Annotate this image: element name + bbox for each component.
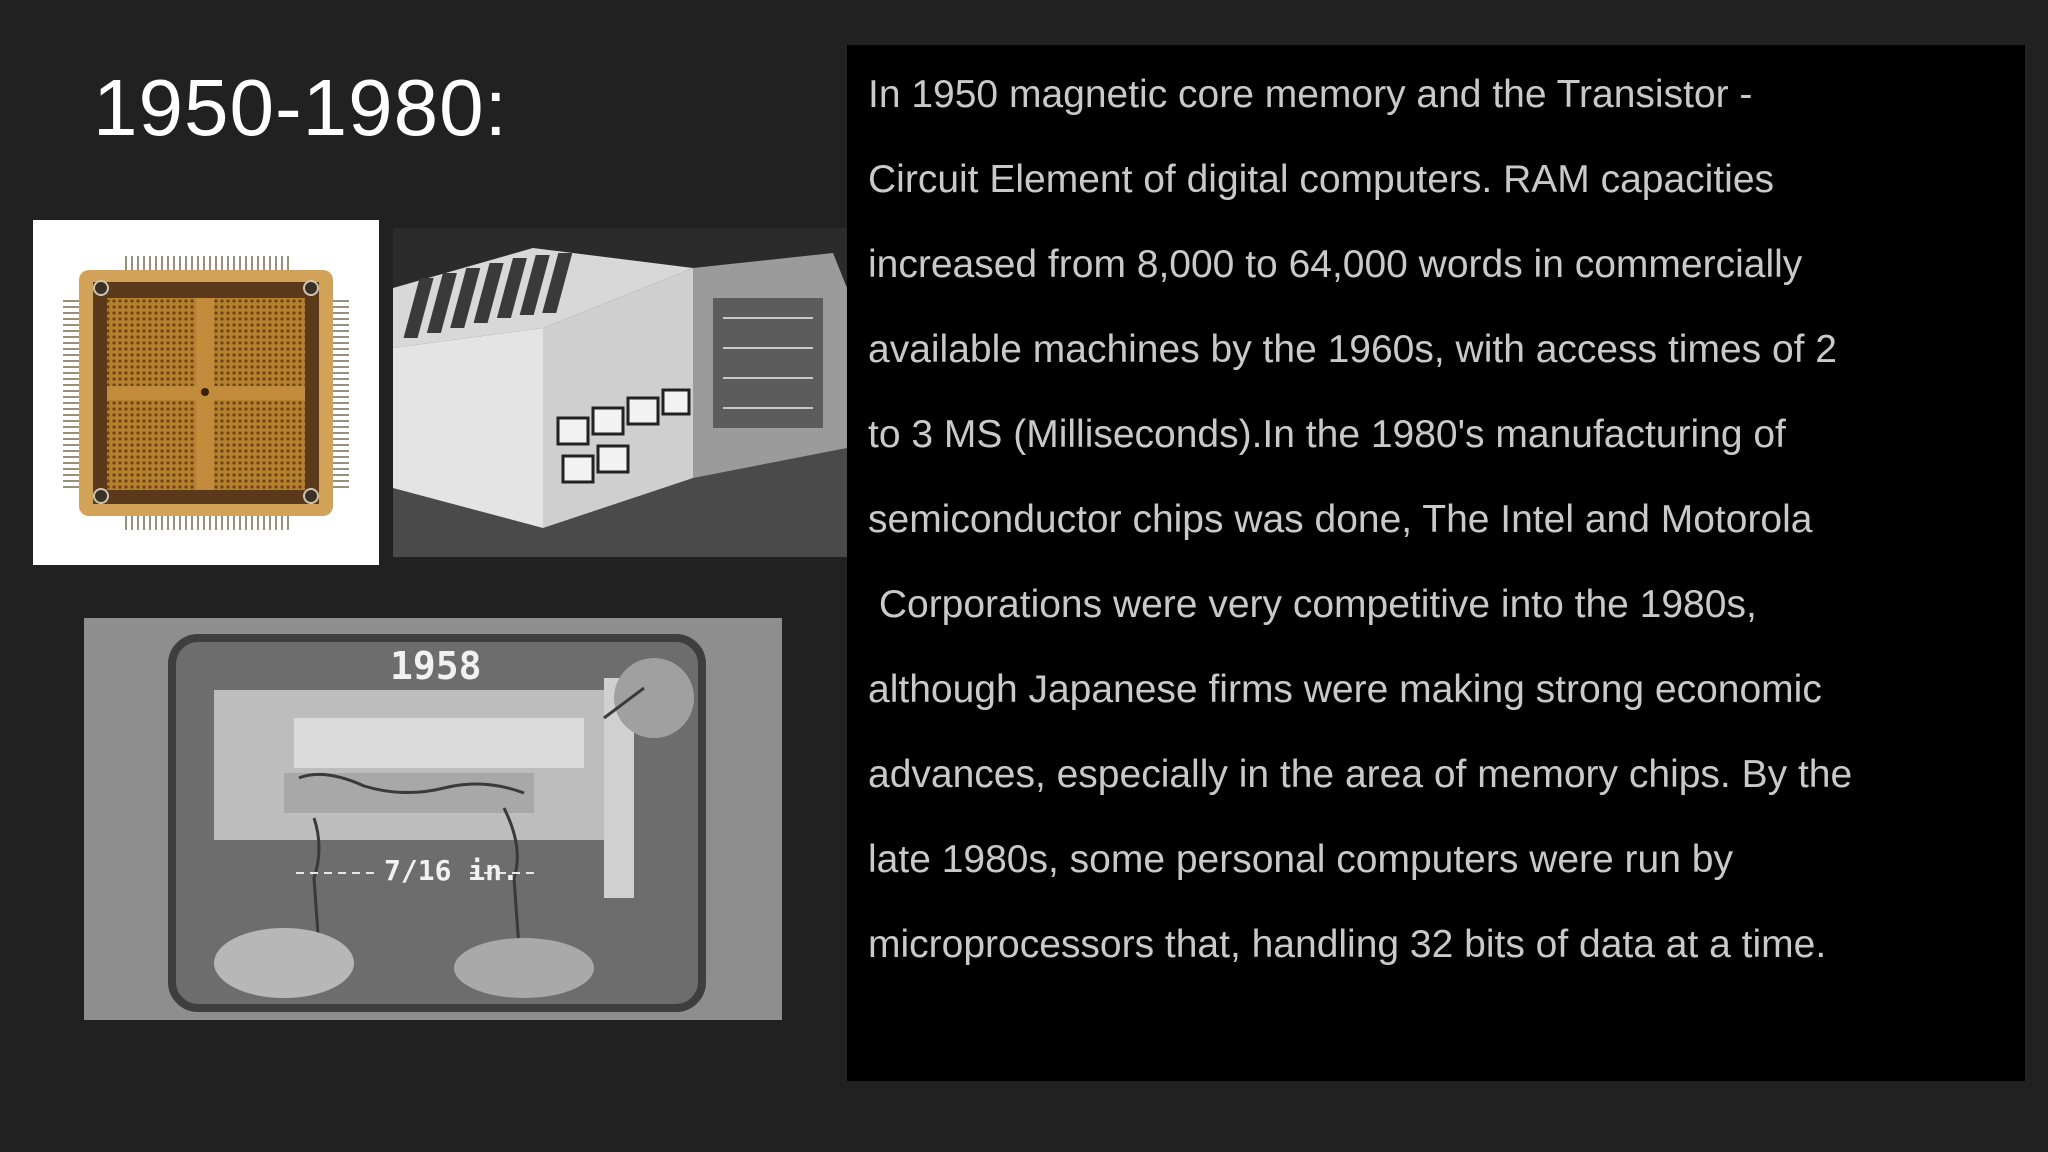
body-text-box bbox=[847, 45, 2025, 1081]
core-memory-image bbox=[33, 220, 379, 565]
body-line: semiconductor chips was done, The Intel and Motorola bbox=[868, 498, 1813, 541]
body-line: late 1980s, some personal computers were run by bbox=[868, 838, 1733, 881]
body-line: advances, especially in the area of memory chips. By the bbox=[868, 753, 1853, 796]
body-line: although Japanese firms were making strong economic bbox=[868, 668, 1822, 711]
first-integrated-circuit-image bbox=[84, 618, 782, 1020]
body-line: to 3 MS (Milliseconds).In the 1980's manufacturing of bbox=[868, 413, 1786, 456]
body-line: microprocessors that, handling 32 bits of data at a time. bbox=[868, 923, 1827, 966]
slide-title: 1950-1980: bbox=[93, 63, 508, 152]
computer-rack-image bbox=[393, 228, 847, 557]
body-line: available machines by the 1960s, with access times of 2 bbox=[868, 328, 1838, 371]
body-line: Corporations were very competitive into the 1980s, bbox=[868, 583, 1757, 626]
body-line: In 1950 magnetic core memory and the Transistor - bbox=[868, 73, 1753, 116]
body-line: Circuit Element of digital computers. RAM capacities bbox=[868, 158, 1775, 201]
chip-scale-label: 7/16 in. bbox=[384, 854, 519, 887]
chip-year-label: 1958 bbox=[390, 644, 482, 688]
body-line: increased from 8,000 to 64,000 words in commercially bbox=[868, 243, 1803, 286]
